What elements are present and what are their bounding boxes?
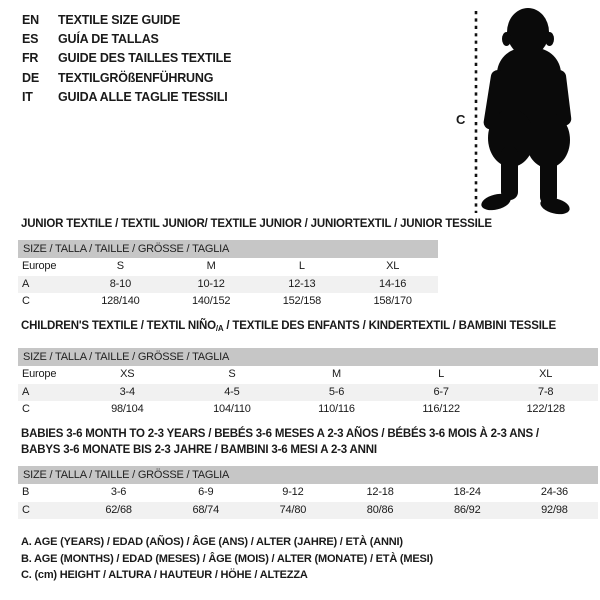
children-title-text: CHILDREN'S TEXTILE / TEXTIL NIÑO (21, 320, 216, 332)
toddler-silhouette-shape (480, 8, 572, 217)
note-age-months: B. AGE (MONTHS) / EDAD (MESES) / ÂGE (MOIS) / ALTER (MONATE) / ETÀ (MESI) (21, 552, 433, 565)
language-row (22, 11, 231, 30)
guide-title: GUIDE DES TAILLES TEXTILE (58, 51, 232, 66)
row-label: A (22, 277, 30, 290)
table-row (18, 293, 438, 311)
table-row (18, 276, 438, 294)
row-label: Europe (22, 260, 57, 272)
table-cell: 62/68 (105, 503, 132, 516)
table-cell: S (228, 368, 236, 380)
baby-silhouette-icon (455, 6, 580, 218)
row-label: C (22, 295, 30, 307)
row-label: Europe (22, 368, 57, 380)
children-title-subscript: /A (215, 324, 224, 333)
table-cell: L (298, 260, 305, 272)
children-size-table (18, 348, 598, 419)
table-row (18, 484, 598, 502)
row-label: A (22, 385, 30, 398)
size-header-bar: SIZE / TALLA / TAILLE / GRÖSSE / TAGLIA (18, 466, 598, 484)
table-cell: 18-24 (453, 486, 481, 498)
table-cell: 92/98 (541, 503, 568, 516)
table-cell: 3-6 (110, 486, 127, 498)
table-cell: XS (120, 368, 135, 380)
note-height-cm: C. (cm) HEIGHT / ALTURA / HAUTEUR / HÖHE / ALTEZZA (21, 569, 308, 581)
table-cell: 6-9 (198, 486, 214, 498)
guide-title: TEXTILGRÖßENFÜHRUNG (58, 70, 214, 85)
table-cell: XL (386, 260, 400, 272)
table-cell: 8-10 (109, 277, 131, 290)
language-code: IT (22, 89, 33, 104)
children-title-text: / TEXTILE DES ENFANTS / KINDERTEXTIL / BAMBINI TESSILE (223, 320, 556, 332)
table-cell: 152/158 (282, 295, 322, 307)
table-row (18, 502, 598, 520)
table-cell: XL (539, 368, 553, 380)
language-code: DE (22, 70, 39, 85)
language-title-list (22, 11, 231, 107)
table-cell: 140/152 (191, 295, 231, 307)
babies-size-table (18, 466, 598, 519)
table-row (18, 366, 598, 384)
language-code: ES (22, 32, 39, 47)
children-section-title (21, 320, 556, 333)
row-label: C (22, 503, 30, 516)
table-cell: 98/104 (111, 403, 144, 415)
language-code: FR (22, 51, 39, 66)
table-cell: M (332, 368, 341, 380)
table-cell: 12-18 (366, 486, 394, 498)
table-cell: 110/116 (318, 403, 355, 415)
junior-size-table (18, 240, 438, 311)
table-cell: 7-8 (538, 385, 554, 398)
size-header-bar: SIZE / TALLA / TAILLE / GRÖSSE / TAGLIA (18, 240, 438, 258)
table-cell: 104/110 (213, 403, 251, 415)
language-row (22, 88, 231, 107)
table-row (18, 258, 438, 276)
table-cell: S (116, 260, 124, 272)
language-row (22, 69, 231, 88)
table-cell: 68/74 (192, 503, 219, 516)
table-cell: 80/86 (366, 503, 394, 516)
row-label: B (22, 486, 30, 498)
table-cell: 74/80 (279, 503, 307, 516)
table-cell: 5-6 (328, 385, 345, 398)
language-row (22, 30, 231, 49)
table-cell: L (438, 368, 445, 380)
table-cell: 116/122 (422, 403, 460, 415)
junior-section-title: JUNIOR TEXTILE / TEXTIL JUNIOR/ TEXTILE JUNIOR / JUNIORTEXTIL / JUNIOR TESSILE (21, 218, 492, 230)
table-cell: 122/128 (526, 403, 565, 415)
table-row (18, 401, 598, 419)
table-cell: 10-12 (197, 277, 225, 290)
table-cell: 6-7 (433, 385, 449, 398)
table-cell: 86/92 (453, 503, 481, 516)
language-code: EN (22, 13, 39, 27)
table-cell: 14-16 (379, 277, 407, 290)
table-cell: 9-12 (282, 486, 304, 498)
table-cell: M (206, 260, 216, 272)
row-label: C (22, 403, 30, 415)
table-cell: 24-36 (540, 486, 568, 498)
table-cell: 3-4 (119, 385, 135, 398)
guide-title: GUÍA DE TALLAS (58, 32, 159, 47)
table-cell: 158/170 (373, 295, 412, 307)
babies-section-title (21, 427, 539, 458)
size-header-bar: SIZE / TALLA / TAILLE / GRÖSSE / TAGLIA (18, 348, 598, 366)
legend-notes (21, 534, 433, 584)
guide-title: TEXTILE SIZE GUIDE (58, 13, 181, 27)
babies-title-line1: BABIES 3-6 MONTH TO 2-3 YEARS / BEBÉS 3-6 MESES A 2-3 AÑOS / BÉBÉS 3-6 MOIS À 2-3 ANS / (21, 428, 539, 440)
note-age-years: A. AGE (YEARS) / EDAD (AÑOS) / ÂGE (ANS) / ALTER (JAHRE) / ETÀ (ANNI) (21, 536, 403, 548)
babies-title-line2: BABYS 3-6 MONATE BIS 2-3 JAHRE / BAMBINI 3-6 MESI A 2-3 ANNI (21, 443, 377, 456)
guide-title: GUIDA ALLE TAGLIE TESSILI (58, 89, 228, 104)
language-row (22, 49, 231, 68)
table-cell: 12-13 (288, 277, 316, 290)
table-cell: 4-5 (224, 385, 240, 398)
table-row (18, 384, 598, 402)
table-cell: 128/140 (101, 295, 140, 307)
height-measure-label: C (456, 112, 466, 127)
height-figure (455, 6, 580, 218)
